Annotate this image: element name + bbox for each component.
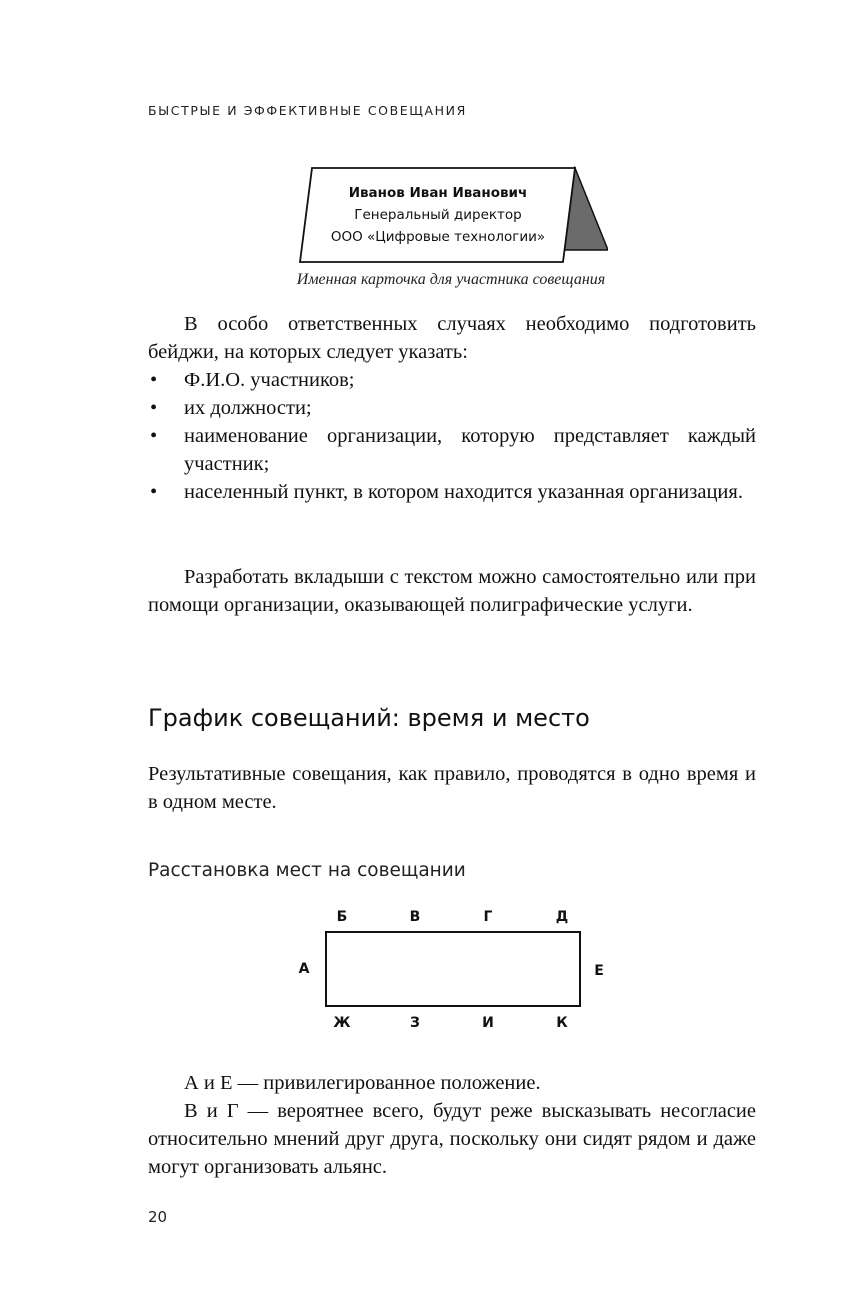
inserts-paragraph: Разработать вкладыши с текстом можно самостоятельно или при помощи организации, оказывающей полиграфические услуги. bbox=[148, 566, 756, 616]
list-item: • наименование организации, которую представляет каждый участник; bbox=[148, 422, 756, 478]
note-alliance: В и Г — вероятнее всего, будут реже высказывать несогласие относительно мнений друг друга, поскольку они сидят рядом и даже могут организовать альянс. bbox=[148, 1100, 756, 1178]
note-privileged: А и Е — привилегированное положение. bbox=[184, 1072, 541, 1094]
seat-label-g: Г bbox=[483, 909, 493, 925]
list-item: • Ф.И.О. участников; bbox=[148, 366, 756, 394]
card-name: Иванов Иван Иванович bbox=[348, 185, 528, 201]
seat-label-b: Б bbox=[336, 909, 348, 925]
seat-label-v: В bbox=[409, 909, 421, 925]
running-head: БЫСТРЫЕ И ЭФФЕКТИВНЫЕ СОВЕЩАНИЯ bbox=[148, 103, 467, 118]
bullet-dot: • bbox=[150, 481, 158, 503]
list-item: • населенный пункт, в котором находится указанная организация. bbox=[148, 478, 756, 506]
intro-paragraph: В особо ответственных случаях необходимо подготовить бейджи, на которых следует указать: bbox=[148, 313, 756, 363]
seat-label-a: А bbox=[298, 961, 310, 977]
bullet-dot: • bbox=[150, 425, 158, 447]
seat-label-zh: Ж bbox=[333, 1015, 351, 1031]
list-item: • их должности; bbox=[148, 394, 756, 422]
name-card-text bbox=[316, 182, 560, 248]
seat-label-e: Е bbox=[594, 963, 604, 979]
meeting-table bbox=[325, 931, 581, 1007]
seat-label-k: К bbox=[556, 1015, 568, 1031]
name-card-figure bbox=[298, 166, 608, 264]
bullet-list bbox=[148, 366, 756, 506]
seat-label-i: И bbox=[482, 1015, 494, 1031]
bullet-dot: • bbox=[150, 369, 158, 391]
page-number: 20 bbox=[148, 1208, 168, 1226]
seat-label-z: З bbox=[410, 1015, 420, 1031]
section-paragraph: Результативные совещания, как правило, проводятся в одно время и в одном месте. bbox=[148, 763, 756, 813]
card-position: Генеральный директор bbox=[354, 207, 522, 223]
card-company: ООО «Цифровые технологии» bbox=[330, 229, 546, 245]
figure-caption: Именная карточка для участника совещания bbox=[296, 271, 606, 288]
section-heading: График совещаний: время и место bbox=[148, 704, 590, 732]
subheading: Расстановка мест на совещании bbox=[148, 860, 466, 881]
bullet-dot: • bbox=[150, 397, 158, 419]
seat-label-d: Д bbox=[555, 909, 569, 925]
